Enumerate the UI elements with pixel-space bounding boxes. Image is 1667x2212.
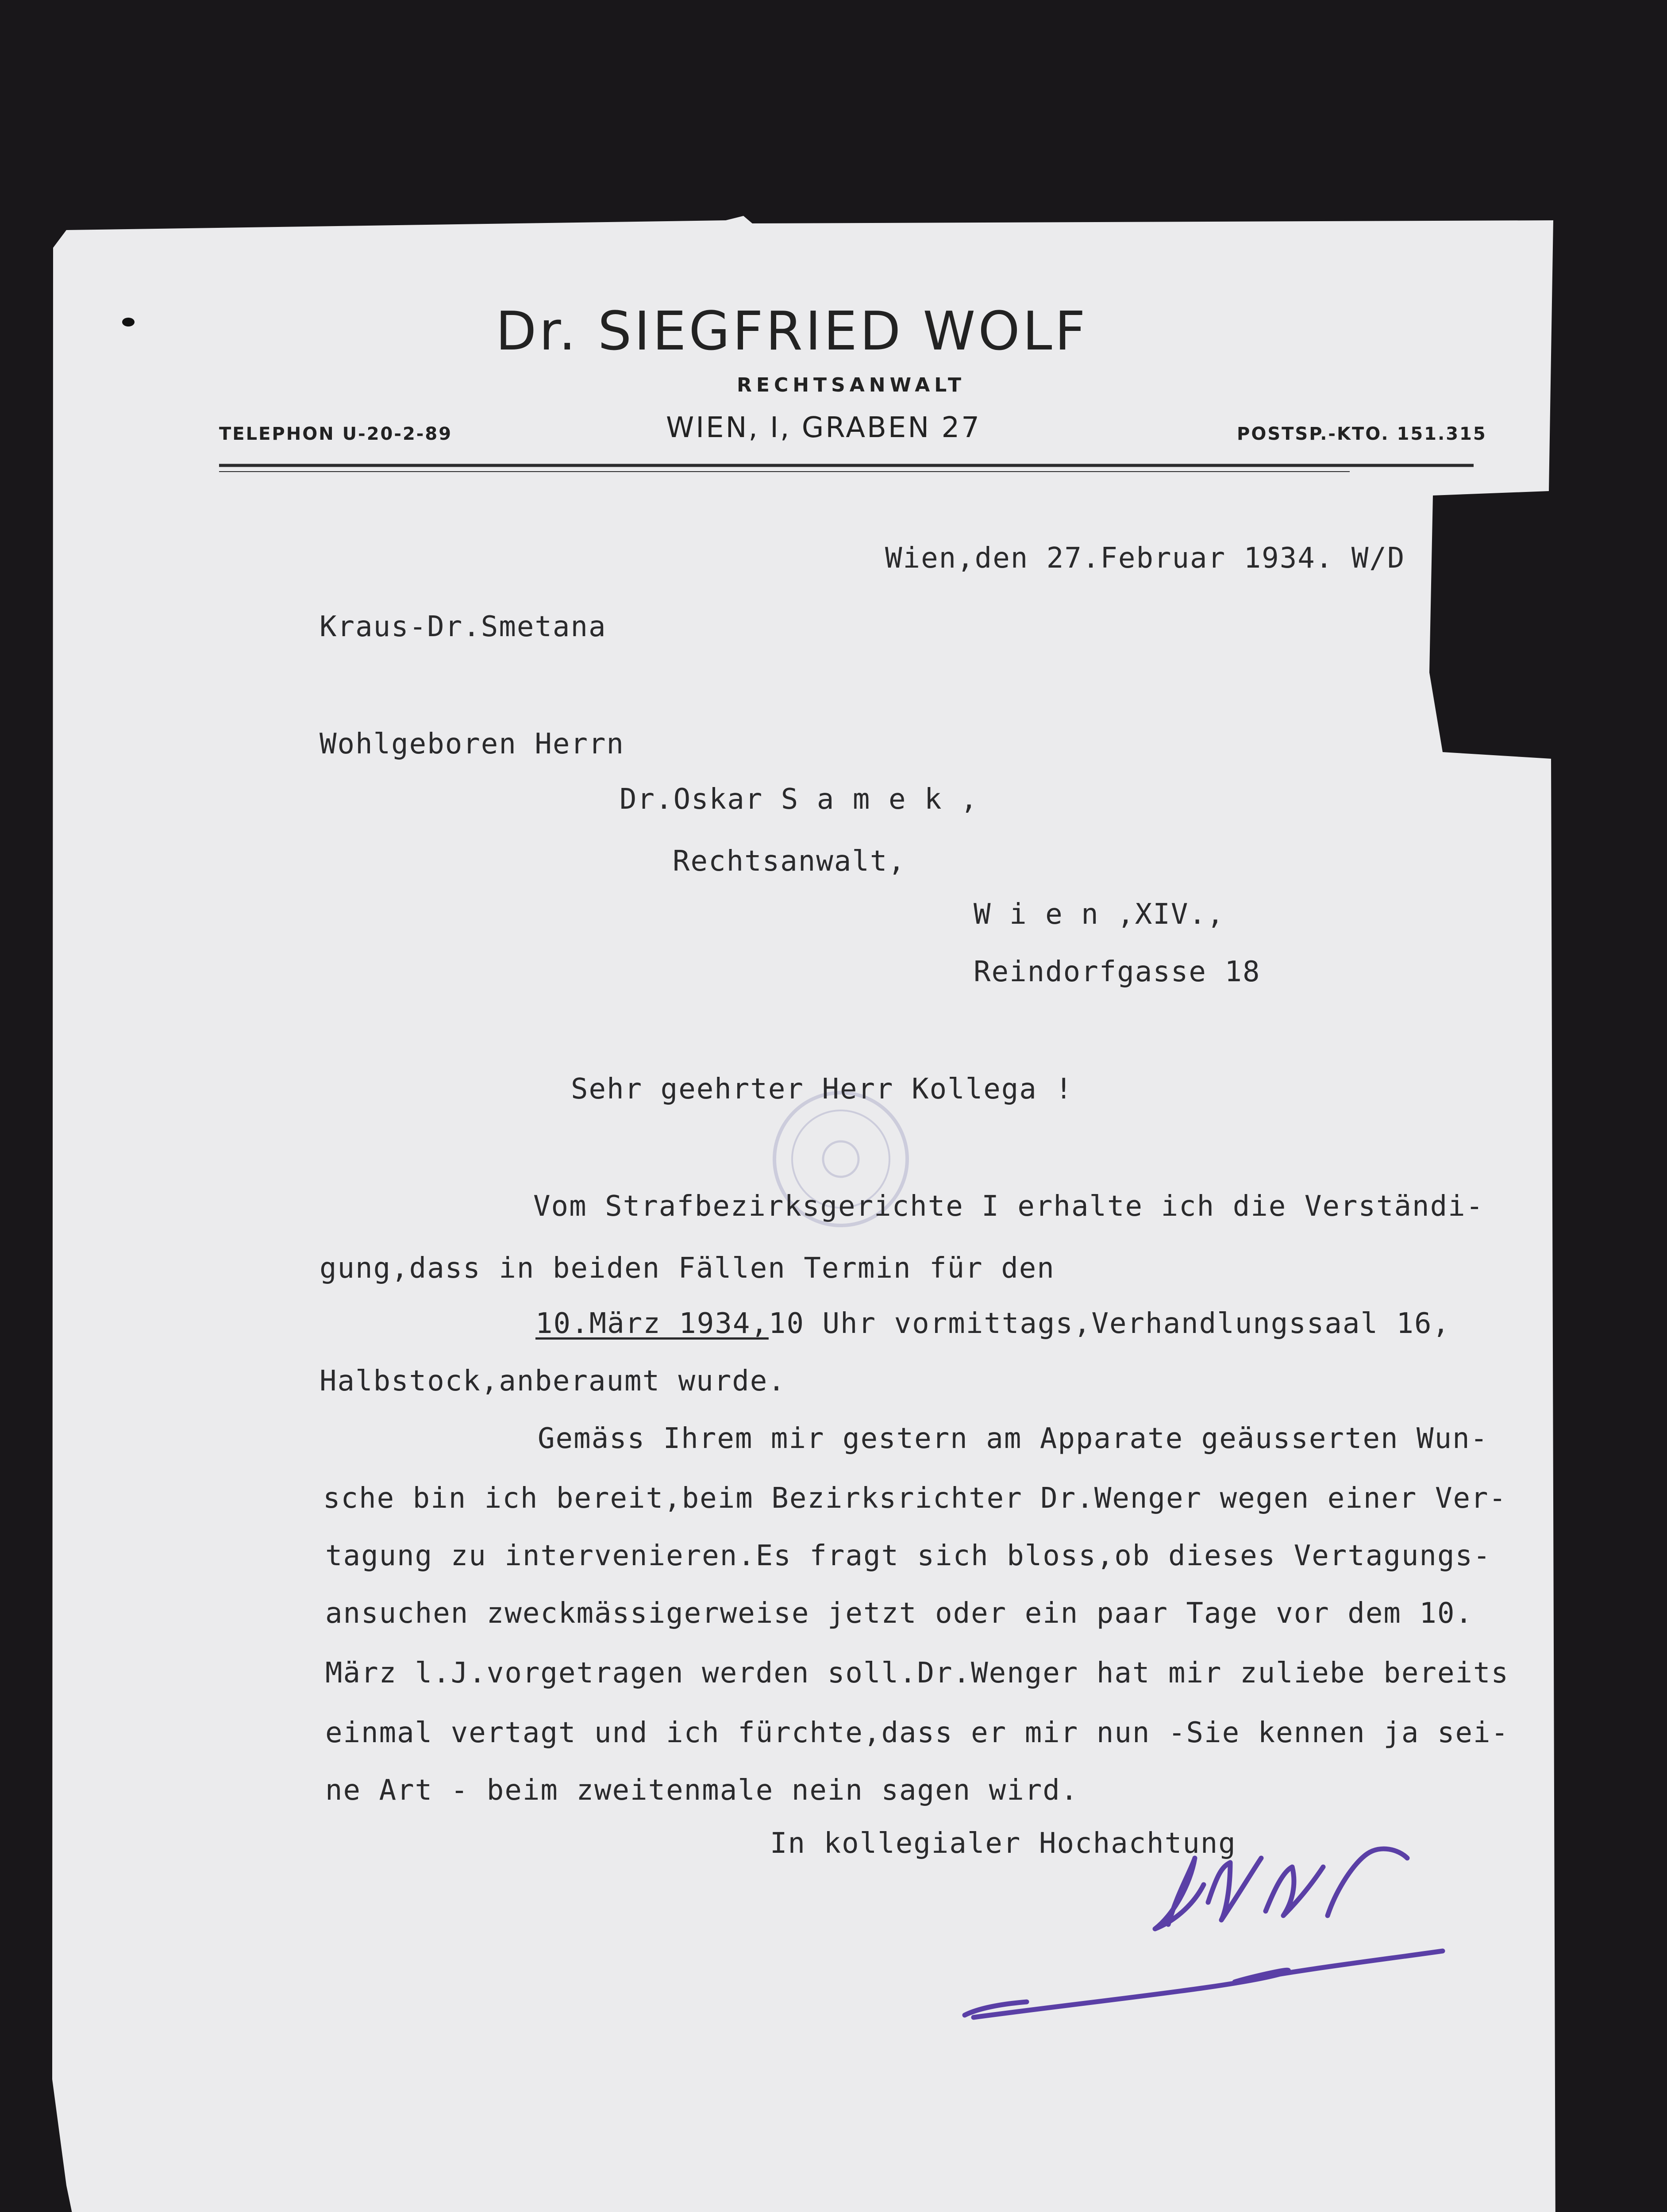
closing: In kollegialer Hochachtung (770, 1827, 1236, 1860)
body-line: ansuchen zweckmässigerweise jetzt oder ein paar Tage vor dem 10. (325, 1597, 1473, 1630)
letterhead-name: Dr. SIEGFRIED WOLF (496, 301, 1088, 362)
hearing-date: 10.März 1934, (535, 1307, 769, 1340)
hearing-time-place: 10 Uhr vormittags,Verhandlungssaal 16, (768, 1307, 1451, 1340)
body-line: März l.J.vorgetragen werden soll.Dr.Wenger hat mir zuliebe bereits (325, 1657, 1509, 1690)
greeting: Sehr geehrter Herr Kollega ! (571, 1073, 1073, 1106)
body-line: ne Art - beim zweitenmale nein sagen wird. (325, 1774, 1079, 1807)
recipient-street: Reindorfgasse 18 (974, 956, 1261, 988)
body-line: sche bin ich bereit,beim Bezirksrichter Dr.Wenger wegen einer Ver- (323, 1482, 1507, 1515)
date-line: Wien,den 27.Februar 1934. W/D (885, 542, 1405, 575)
recipient-city: W i e n ,XIV., (974, 898, 1225, 931)
body-line: gung,dass in beiden Fällen Termin für den (320, 1252, 1055, 1285)
body-line: Gemäss Ihrem mir gestern am Apparate geäusserten Wun- (538, 1422, 1489, 1455)
recipient-name: Dr.Oskar S a m e k , (620, 783, 978, 816)
letterhead-address: WIEN, I, GRABEN 27 (666, 411, 981, 444)
letterhead-profession: RECHTSANWALT (737, 374, 966, 396)
letterhead-postal-account: POSTSP.-KTO. 151.315 (1237, 424, 1487, 444)
body-line: tagung zu intervenieren.Es fragt sich bloss,ob dieses Vertagungs- (325, 1540, 1491, 1572)
hearing-date-line (535, 1307, 1450, 1340)
recipient-title: Rechtsanwalt, (673, 845, 906, 878)
letterhead-telephone: TELEPHON U-20-2-89 (219, 424, 453, 444)
body-line: einmal vertagt und ich fürchte,dass er mir nun -Sie kennen ja sei- (325, 1717, 1509, 1749)
reference-line: Kraus-Dr.Smetana (320, 611, 607, 643)
body-line: Vom Strafbezirksgerichte I erhalte ich die Verständi- (533, 1190, 1484, 1223)
body-line: Halbstock,anberaumt wurde. (320, 1365, 786, 1398)
salutation-address: Wohlgeboren Herrn (320, 728, 625, 760)
